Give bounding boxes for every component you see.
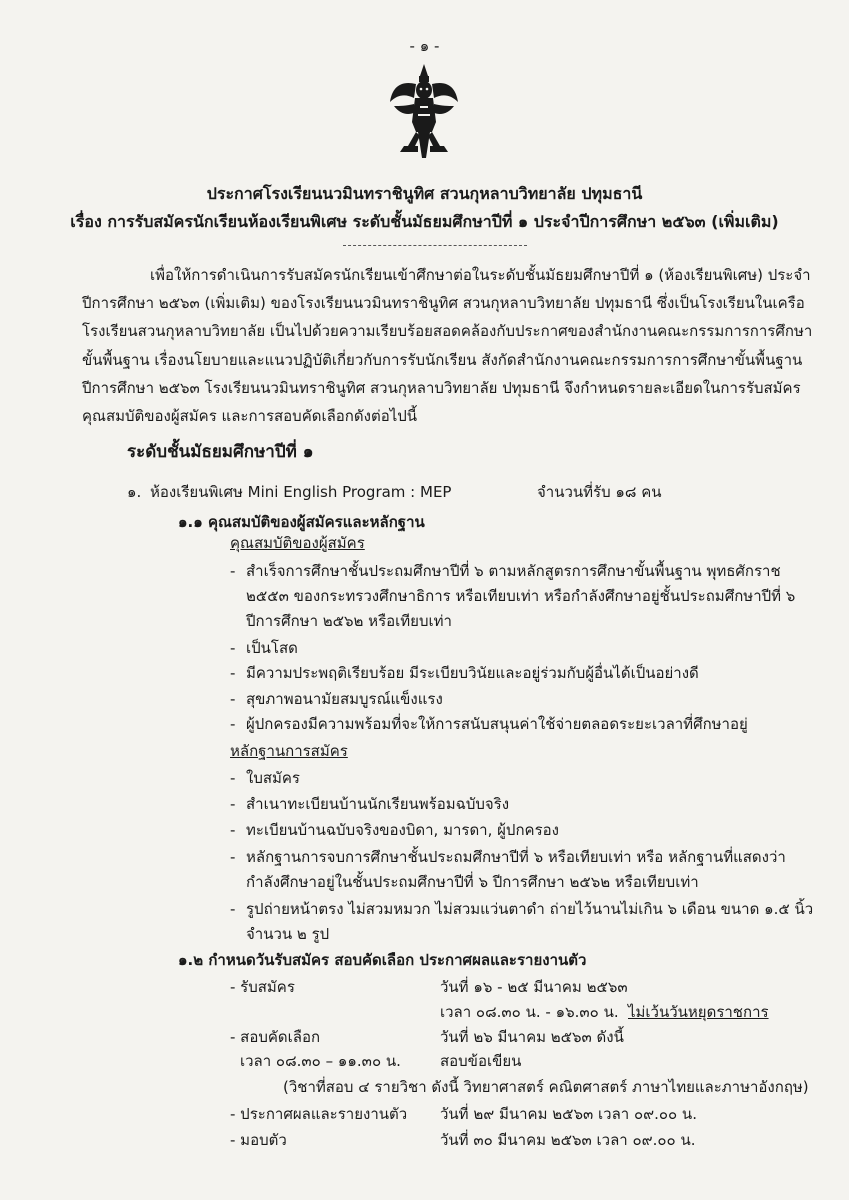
title-divider: [343, 245, 527, 246]
list-item: รูปถ่ายหน้าตรง ไม่สวมหมวก ไม่สวมแว่นตาดำ ถ่ายไว้นานไม่เกิน ๖ เดือน ขนาด ๑.๕ นิ้ว: [246, 900, 814, 918]
intro-line: เพื่อให้การดำเนินการรับสมัครนักเรียนเข้าศึกษาต่อในระดับชั้นมัธยมศึกษาปีที่ ๑ (ห้องเรียนพิเศษ) ประจำ: [150, 266, 811, 284]
intro-line: โรงเรียนสวนกุหลาบวิทยาลัย เป็นไปด้วยความเรียบร้อยสอดคล้องกับประกาศของสำนักงานคณะกรรมการการศึกษา: [82, 322, 813, 340]
list-item: สำเร็จการศึกษาชั้นประถมศึกษาปีที่ ๖ ตามหลักสูตรการศึกษาขั้นพื้นฐาน พุทธศักราช: [246, 562, 781, 580]
list-item: ทะเบียนบ้านฉบับจริงของบิดา, มารดา, ผู้ปกครอง: [246, 821, 559, 839]
list-item: หลักฐานการจบการศึกษาชั้นประถมศึกษาปีที่ ๖ หรือเทียบเท่า หรือ หลักฐานที่แสดงว่า: [246, 848, 786, 866]
schedule-apply-time: เวลา ๐๘.๓๐ น. - ๑๖.๓๐ น.: [440, 1003, 619, 1021]
list-item-continuation: จำนวน ๒ รูป: [246, 925, 330, 943]
schedule-result-date: วันที่ ๒๙ มีนาคม ๒๕๖๓ เวลา ๐๙.๐๐ น.: [440, 1105, 697, 1123]
schedule-exam-time: เวลา ๐๘.๓๐ – ๑๑.๓๐ น.: [240, 1052, 401, 1070]
schedule-label-enroll: - มอบตัว: [230, 1131, 287, 1149]
schedule-enroll-date: วันที่ ๓๐ มีนาคม ๒๕๖๓ เวลา ๐๙.๐๐ น.: [440, 1131, 696, 1149]
list-item: มีความประพฤติเรียบร้อย มีระเบียบวินัยและอยู่ร่วมกับผู้อื่นได้เป็นอย่างดี: [246, 664, 699, 682]
evidence-label: หลักฐานการสมัคร: [230, 742, 348, 760]
list-bullet: -: [230, 715, 236, 733]
intro-line: ปีการศึกษา ๒๕๖๓ (เพิ่มเติม) ของโรงเรียนนวมินทราชินูทิศ สวนกุหลาบวิทยาลัย ปทุมธานี ซึ่งเป็นโรงเรียนในเครือ: [82, 294, 805, 312]
list-item: เป็นโสด: [246, 639, 298, 657]
schedule-exam-type: สอบข้อเขียน: [440, 1052, 522, 1070]
list-item-continuation: ปีการศึกษา ๒๕๖๒ หรือเทียบเท่า: [246, 612, 452, 630]
program-name: ห้องเรียนพิเศษ Mini English Program : MEP: [150, 483, 452, 501]
section-heading: ๑.๑ คุณสมบัติของผู้สมัครและหลักฐาน: [178, 513, 425, 531]
announcement-title: ประกาศโรงเรียนนวมินทราชินูทิศ สวนกุหลาบวิทยาลัย ปทุมธานี: [206, 184, 643, 203]
garuda-emblem-icon: [388, 62, 460, 160]
list-item-continuation: ๒๕๕๓ ของกระทรวงศึกษาธิการ หรือเทียบเท่า หรือกำลังศึกษาอยู่ชั้นประถมศึกษาปีที่ ๖: [246, 587, 796, 605]
list-item: ใบสมัคร: [246, 769, 300, 787]
list-bullet: -: [230, 900, 236, 918]
list-bullet: -: [230, 690, 236, 708]
page-number: - ๑ -: [409, 37, 440, 55]
list-bullet: -: [230, 821, 236, 839]
list-bullet: -: [230, 562, 236, 580]
program-number: ๑.: [127, 483, 142, 501]
section-heading: ๑.๒ กำหนดวันรับสมัคร สอบคัดเลือก ประกาศผลและรายงานตัว: [178, 951, 587, 969]
schedule-label-result: - ประกาศผลและรายงานตัว: [230, 1105, 408, 1123]
list-bullet: -: [230, 769, 236, 787]
intro-line: คุณสมบัติของผู้สมัคร และการสอบคัดเลือกดังต่อไปนี้: [82, 407, 418, 425]
program-quota: จำนวนที่รับ ๑๘ คน: [537, 483, 662, 501]
list-bullet: -: [230, 848, 236, 866]
schedule-label-exam: - สอบคัดเลือก: [230, 1028, 321, 1046]
qualification-label: คุณสมบัติของผู้สมัคร: [230, 534, 365, 552]
schedule-exam-subjects: (วิชาที่สอบ ๔ รายวิชา ดังนี้ วิทยาศาสตร์ คณิตศาสตร์ ภาษาไทยและภาษาอังกฤษ): [283, 1078, 809, 1096]
list-bullet: -: [230, 795, 236, 813]
list-item: ผู้ปกครองมีความพร้อมที่จะให้การสนับสนุนค่าใช้จ่ายตลอดระยะเวลาที่ศึกษาอยู่: [246, 715, 748, 733]
list-bullet: -: [230, 639, 236, 657]
schedule-label-apply: - รับสมัคร: [230, 978, 295, 996]
list-item: สำเนาทะเบียนบ้านนักเรียนพร้อมฉบับจริง: [246, 795, 510, 813]
list-bullet: -: [230, 664, 236, 682]
schedule-apply-note: ไม่เว้นวันหยุดราชการ: [628, 1003, 769, 1021]
intro-line: ขั้นพื้นฐาน เรื่องนโยบายและแนวปฏิบัติเกี่ยวกับการรับนักเรียน สังกัดสำนักงานคณะกรรมการการศึกษาขั้นพื้นฐาน: [82, 351, 803, 369]
level-heading: ระดับชั้นมัธยมศึกษาปีที่ ๑: [127, 442, 314, 462]
schedule-apply-date: วันที่ ๑๖ - ๒๕ มีนาคม ๒๕๖๓: [440, 978, 628, 996]
intro-line: ปีการศึกษา ๒๕๖๓ โรงเรียนนวมินทราชินูทิศ สวนกุหลาบวิทยาลัย ปทุมธานี จึงกำหนดรายละเอียดในการรับสมัคร: [82, 379, 801, 397]
schedule-exam-date: วันที่ ๒๖ มีนาคม ๒๕๖๓ ดังนี้: [440, 1028, 624, 1046]
list-item: สุขภาพอนามัยสมบูรณ์แข็งแรง: [246, 690, 443, 708]
announcement-subject: เรื่อง การรับสมัครนักเรียนห้องเรียนพิเศษ ระดับชั้นมัธยมศึกษาปีที่ ๑ ประจำปีการศึกษา ๒๕๖๓ (เพิ่มเติม): [70, 212, 779, 231]
list-item-continuation: กำลังศึกษาอยู่ในชั้นประถมศึกษาปีที่ ๖ ปีการศึกษา ๒๕๖๒ หรือเทียบเท่า: [246, 873, 699, 891]
